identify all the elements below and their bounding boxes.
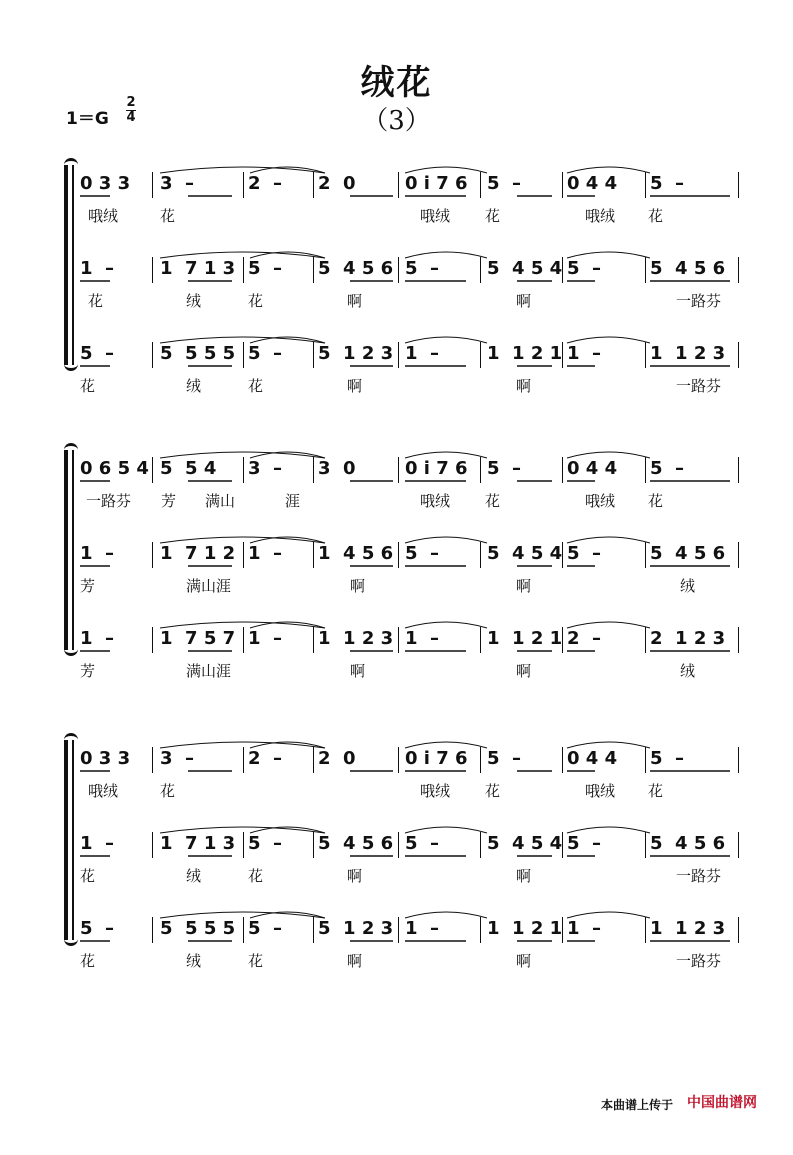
tie-arc (250, 622, 325, 628)
measure-notes: 3 0 (318, 458, 356, 479)
lyric: 花 (648, 207, 664, 225)
lyric: 花 (80, 377, 96, 395)
lyric: 啊 (516, 377, 532, 395)
tie-arc (250, 337, 325, 343)
lyric: 芳 (80, 577, 96, 595)
measure-notes: 0 3 3 (80, 173, 131, 194)
measure-notes: 1 1 2 3 (318, 628, 394, 649)
tie-arc (567, 742, 650, 748)
measure-notes: 0 6 5 4 (80, 458, 149, 479)
lyric: 哦绒 (88, 782, 119, 800)
lyric: 啊 (516, 292, 532, 310)
measure-notes: 1 1 2 3 (650, 343, 726, 364)
measure-notes: 1 – (405, 918, 440, 939)
measure-notes: 0 i 7 6 (405, 748, 468, 769)
key-signature: 1＝G (66, 109, 109, 129)
measure-notes: 5 – (405, 543, 440, 564)
measure-notes: 0 4 4 (567, 748, 618, 769)
measure-notes: 1 7 5 7 (160, 628, 236, 649)
measure-notes: 5 5 5 5 (160, 918, 236, 939)
score-system (0, 740, 793, 985)
measure-notes: 0 4 4 (567, 458, 618, 479)
measure-notes: 5 – (248, 833, 283, 854)
tie-arc (405, 622, 487, 628)
lyric: 花 (248, 377, 264, 395)
site-logo: 中国曲谱网 (687, 1095, 757, 1111)
tie-arc (250, 912, 325, 918)
measure-notes: 5 – (405, 833, 440, 854)
meter-denominator: 4 (126, 110, 136, 125)
tie-arc (567, 537, 650, 543)
measure-notes: 1 7 1 3 (160, 833, 236, 854)
tie-arc (405, 452, 487, 458)
measure-notes: 1 7 1 2 (160, 543, 236, 564)
lyric: 满山 (205, 492, 236, 510)
upload-note: 本曲谱上传于 (601, 1098, 674, 1112)
measure-notes: 1 4 5 6 (318, 543, 394, 564)
measure-notes: 1 – (405, 628, 440, 649)
measure-notes: 2 1 2 3 (650, 628, 726, 649)
measure-notes: 2 – (567, 628, 602, 649)
measure-notes: 3 – (160, 748, 195, 769)
tie-arc (567, 252, 650, 258)
lyric: 啊 (516, 662, 532, 680)
lyric: 绒 (186, 952, 202, 970)
measure-notes: 5 – (487, 173, 522, 194)
measure-notes: 3 – (160, 173, 195, 194)
measure-notes: 1 – (80, 833, 115, 854)
lyric: 一路芬 (676, 867, 722, 885)
lyric: 啊 (347, 377, 363, 395)
measure-notes: 5 4 5 4 (487, 543, 563, 564)
lyric: 哦绒 (420, 492, 451, 510)
lyric: 一路芬 (86, 492, 132, 510)
measure-notes: 5 4 5 6 (318, 833, 394, 854)
lyric: 一路芬 (676, 292, 722, 310)
measure-notes: 5 4 5 6 (318, 258, 394, 279)
lyric: 哦绒 (420, 782, 451, 800)
measure-notes: 5 4 5 4 (487, 258, 563, 279)
measure-notes: 1 – (567, 918, 602, 939)
measure-notes: 0 i 7 6 (405, 458, 468, 479)
lyric: 花 (648, 492, 664, 510)
lyric: 花 (248, 952, 264, 970)
measure-notes: 5 1 2 3 (318, 343, 394, 364)
tie-arc (567, 827, 650, 833)
lyric: 满山涯 (186, 662, 232, 680)
measure-notes: 0 i 7 6 (405, 173, 468, 194)
lyric: 绒 (680, 662, 696, 680)
tie-arc (405, 742, 487, 748)
measure-notes: 5 – (487, 748, 522, 769)
measure-notes: 5 4 5 6 (650, 258, 726, 279)
measure-notes: 0 4 4 (567, 173, 618, 194)
measure-notes: 2 0 (318, 748, 356, 769)
measure-notes: 1 – (248, 543, 283, 564)
lyric: 花 (248, 867, 264, 885)
lyric: 啊 (516, 577, 532, 595)
measure-notes: 1 7 1 3 (160, 258, 236, 279)
measure-notes: 5 – (567, 833, 602, 854)
tie-arc (250, 167, 325, 173)
measure-notes: 0 3 3 (80, 748, 131, 769)
measure-notes: 5 5 5 5 (160, 343, 236, 364)
measure-notes: 5 4 5 6 (650, 833, 726, 854)
lyric: 绒 (186, 377, 202, 395)
measure-notes: 1 1 2 1 (487, 628, 563, 649)
tie-arc (567, 452, 650, 458)
lyric: 哦绒 (88, 207, 119, 225)
lyric: 涯 (285, 492, 301, 510)
lyric: 芳 (161, 492, 177, 510)
lyric: 啊 (350, 662, 366, 680)
score-subtitle: （3） (362, 106, 431, 136)
measure-notes: 3 – (248, 458, 283, 479)
measure-notes: 5 5 4 (160, 458, 217, 479)
lyric: 花 (248, 292, 264, 310)
measure-notes: 1 – (405, 343, 440, 364)
lyric: 啊 (347, 867, 363, 885)
lyric: 哦绒 (585, 782, 616, 800)
lyric: 花 (160, 782, 176, 800)
beams-and-ties (0, 910, 793, 1155)
tie-arc (567, 912, 650, 918)
lyric: 一路芬 (676, 952, 722, 970)
tie-arc (405, 537, 487, 543)
measure-notes: 5 – (650, 458, 685, 479)
tie-arc (250, 827, 325, 833)
lyric: 哦绒 (585, 492, 616, 510)
measure-notes: 5 – (248, 918, 283, 939)
tie-arc (250, 537, 325, 543)
lyric: 绒 (186, 292, 202, 310)
lyric: 满山涯 (186, 577, 232, 595)
measure-notes: 5 – (650, 748, 685, 769)
measure-notes: 5 – (650, 173, 685, 194)
measure-notes: 1 – (248, 628, 283, 649)
lyric: 啊 (516, 952, 532, 970)
measure-notes: 5 – (248, 258, 283, 279)
measure-notes: 1 – (567, 343, 602, 364)
measure-notes: 2 – (248, 748, 283, 769)
tie-arc (250, 252, 325, 258)
lyric: 啊 (347, 292, 363, 310)
measure-notes: 5 – (248, 343, 283, 364)
tie-arc (405, 252, 487, 258)
measure-notes: 1 1 2 1 (487, 918, 563, 939)
measure-notes: 5 4 5 4 (487, 833, 563, 854)
lyric: 花 (485, 207, 501, 225)
measure-notes: 1 – (80, 628, 115, 649)
tie-arc (250, 452, 325, 458)
tie-arc (567, 622, 650, 628)
lyric: 花 (80, 952, 96, 970)
lyric: 绒 (186, 867, 202, 885)
lyric: 一路芬 (676, 377, 722, 395)
lyric: 哦绒 (420, 207, 451, 225)
measure-notes: 5 – (567, 543, 602, 564)
lyric: 芳 (80, 662, 96, 680)
measure-notes: 5 – (405, 258, 440, 279)
lyric: 啊 (350, 577, 366, 595)
measure-notes: 5 – (80, 343, 115, 364)
tie-arc (250, 742, 325, 748)
tie-arc (405, 337, 487, 343)
measure-notes: 5 – (487, 458, 522, 479)
measure-notes: 5 4 5 6 (650, 543, 726, 564)
lyric: 花 (485, 782, 501, 800)
tie-arc (405, 827, 487, 833)
time-signature (126, 96, 136, 125)
lyric: 绒 (680, 577, 696, 595)
lyric: 哦绒 (585, 207, 616, 225)
meter-numerator: 2 (126, 95, 136, 110)
measure-notes: 5 1 2 3 (318, 918, 394, 939)
lyric: 啊 (516, 867, 532, 885)
measure-notes: 5 – (567, 258, 602, 279)
measure-notes: 2 0 (318, 173, 356, 194)
lyric: 花 (88, 292, 104, 310)
measure-notes: 1 – (80, 258, 115, 279)
measure-notes: 1 – (80, 543, 115, 564)
score-title: 绒花 (360, 63, 433, 103)
measure-notes: 2 – (248, 173, 283, 194)
lyric: 花 (80, 867, 96, 885)
tie-arc (405, 912, 487, 918)
lyric: 花 (648, 782, 664, 800)
tie-arc (567, 337, 650, 343)
measure-notes: 1 1 2 1 (487, 343, 563, 364)
score-system (0, 450, 793, 695)
score-system (0, 165, 793, 410)
measure-notes: 1 1 2 3 (650, 918, 726, 939)
lyric: 花 (160, 207, 176, 225)
lyric: 啊 (347, 952, 363, 970)
tie-arc (405, 167, 487, 173)
tie-arc (567, 167, 650, 173)
lyric: 花 (485, 492, 501, 510)
measure-notes: 5 – (80, 918, 115, 939)
